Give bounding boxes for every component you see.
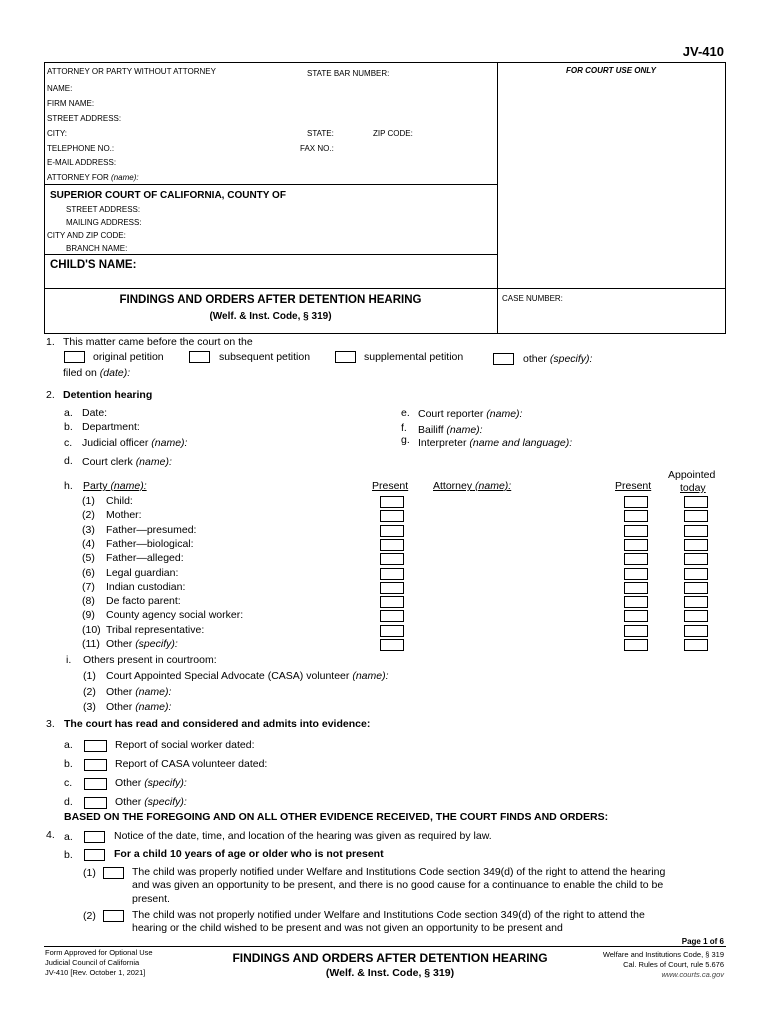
s4a-text: Notice of the date, time, and location of the hearing was given as required by law. (114, 830, 492, 842)
mailing-label: MAILING ADDRESS: (66, 218, 142, 227)
present-checkbox[interactable] (380, 610, 404, 622)
page-number: Page 1 of 6 (681, 937, 724, 946)
childs-name-label: CHILD'S NAME: (50, 259, 137, 271)
other-row-number: (1) (83, 670, 96, 682)
evidence-letter: a. (64, 739, 73, 751)
party-row-label: De facto parent: (106, 595, 181, 608)
supplemental-petition-label: supplemental petition (364, 351, 464, 363)
party-row-label: Tribal representative: (106, 623, 205, 636)
s4b2-checkbox[interactable] (103, 910, 124, 922)
s4b1-num: (1) (83, 867, 96, 879)
other-petition-label: other (specify): (523, 353, 593, 365)
party-row-label: Father—presumed: (106, 523, 197, 536)
zip-label: ZIP CODE: (373, 129, 413, 138)
party-row-number: (8) (82, 595, 95, 608)
footer-title: FINDINGS AND ORDERS AFTER DETENTION HEARING (232, 951, 548, 965)
s2d-label: Court clerk (name): (82, 456, 172, 468)
form-title: FINDINGS AND ORDERS AFTER DETENTION HEARING (119, 294, 422, 306)
present-checkbox[interactable] (380, 639, 404, 651)
s3-num: 3. (46, 718, 55, 730)
evidence-checkbox[interactable] (84, 797, 107, 809)
email-label: E-MAIL ADDRESS: (47, 158, 117, 167)
party-row-number: (10) (82, 623, 101, 636)
evidence-letter: d. (64, 796, 73, 808)
case-number-label: CASE NUMBER: (502, 294, 563, 303)
s4b2-num: (2) (83, 910, 96, 922)
evidence-label: Report of CASA volunteer dated: (115, 758, 268, 770)
appointed-today-checkbox[interactable] (684, 539, 708, 551)
party-name-header: Party (name): (83, 480, 147, 492)
state-label: STATE: (307, 129, 334, 138)
party-row-label: Father—alleged: (106, 552, 184, 565)
present-checkbox[interactable] (380, 539, 404, 551)
court-street-label: STREET ADDRESS: (66, 205, 141, 214)
attorney-label: ATTORNEY OR PARTY WITHOUT ATTORNEY (47, 67, 216, 76)
s2d-letter: d. (64, 455, 73, 467)
s3-title: The court has read and considered and admits into evidence: (64, 718, 371, 730)
appointed-today-checkbox[interactable] (684, 496, 708, 508)
present-checkbox[interactable] (380, 553, 404, 565)
today-header: today (680, 482, 706, 494)
s2c-letter: c. (64, 437, 73, 449)
party-row-number: (2) (82, 509, 95, 522)
appointed-today-checkbox[interactable] (684, 625, 708, 637)
present-checkbox[interactable] (380, 496, 404, 508)
attorney-present-checkbox[interactable] (624, 539, 648, 551)
party-row-number: (3) (82, 523, 95, 536)
evidence-checkbox[interactable] (84, 740, 107, 752)
other-petition-checkbox[interactable] (493, 353, 514, 365)
appointed-today-checkbox[interactable] (684, 568, 708, 580)
appointed-today-checkbox[interactable] (684, 582, 708, 594)
based-heading: BASED ON THE FOREGOING AND ON ALL OTHER EVIDENCE RECEIVED, THE COURT FINDS AND ORDERS: (64, 811, 609, 823)
s4b1-line1: The child was properly notified under Welfare and Institutions Code section 349(d) of the right to attend the hearing (132, 866, 666, 878)
evidence-letter: b. (64, 758, 73, 770)
present-checkbox[interactable] (380, 625, 404, 637)
s2a-letter: a. (64, 407, 73, 419)
present-checkbox[interactable] (380, 525, 404, 537)
attorney-present-checkbox[interactable] (624, 525, 648, 537)
s2g-label: Interpreter (name and language): (418, 437, 573, 449)
party-row-label: Legal guardian: (106, 566, 179, 579)
court-name-label: SUPERIOR COURT OF CALIFORNIA, COUNTY OF (50, 190, 286, 201)
footer-rule (44, 946, 726, 947)
court-use-label: FOR COURT USE ONLY (566, 66, 656, 75)
attorney-for-label: ATTORNEY FOR (name): (47, 173, 139, 182)
other-row-number: (3) (83, 701, 96, 713)
s2-title: Detention hearing (63, 389, 153, 401)
s4b1-line3: present. (132, 893, 170, 905)
subsequent-petition-checkbox[interactable] (189, 351, 210, 363)
party-row-label: Indian custodian: (106, 580, 186, 593)
s1-text: This matter came before the court on the (63, 336, 253, 348)
s4b-letter: b. (64, 849, 73, 861)
s2f-letter: f. (401, 422, 407, 434)
appointed-header: Appointed (668, 469, 716, 481)
s2i-letter: i. (66, 654, 72, 666)
s4b-text: For a child 10 years of age or older who is not present (114, 848, 384, 860)
s4b1-line2: and was given an opportunity to be present, and there is no good cause for a continuance to enable the child to be (132, 879, 664, 891)
s2a-label: Date: (82, 407, 108, 419)
attorney-present-checkbox[interactable] (624, 596, 648, 608)
s4b2-line2: hearing or the child wished to be present and was not given an opportunity to be present and (132, 922, 563, 934)
supplemental-petition-checkbox[interactable] (335, 351, 356, 363)
attorney-present-checkbox[interactable] (624, 582, 648, 594)
party-row-label: County agency social worker: (106, 609, 244, 622)
party-row-number: (9) (82, 609, 95, 622)
s4b-checkbox[interactable] (84, 849, 105, 861)
city-label: CITY: (47, 129, 68, 138)
filed-on-label: filed on (date): (63, 367, 131, 379)
appointed-today-checkbox[interactable] (684, 525, 708, 537)
party-row-label: Father—biological: (106, 537, 194, 550)
s2b-letter: b. (64, 421, 73, 433)
attorney-present-checkbox[interactable] (624, 610, 648, 622)
footer-left: Form Approved for Optional Use Judicial Council of California JV-410 [Rev. October 1, 2021] (45, 948, 153, 977)
evidence-label: Other (specify): (115, 796, 187, 808)
appointed-today-checkbox[interactable] (684, 610, 708, 622)
branch-label: BRANCH NAME: (66, 244, 128, 253)
evidence-checkbox[interactable] (84, 759, 107, 771)
present-checkbox[interactable] (380, 568, 404, 580)
s2i-label: Others present in courtroom: (83, 654, 217, 666)
original-petition-label: original petition (93, 351, 164, 363)
s2f-label: Bailiff (name): (418, 424, 483, 436)
party-row-number: (5) (82, 552, 95, 565)
street-label: STREET ADDRESS: (47, 114, 122, 123)
s2g-letter: g. (401, 434, 410, 446)
name-label: NAME: (47, 84, 73, 93)
party-row-label: Mother: (106, 509, 142, 522)
appointed-today-checkbox[interactable] (684, 596, 708, 608)
footer-right: Welfare and Institutions Code, § 319 Cal. Rules of Court, rule 5.676 www.courts.ca.gov (602, 950, 724, 979)
present-checkbox[interactable] (380, 582, 404, 594)
subsequent-petition-label: subsequent petition (219, 351, 311, 363)
present-checkbox[interactable] (380, 510, 404, 522)
evidence-letter: c. (64, 777, 73, 789)
attorney-present-checkbox[interactable] (624, 568, 648, 580)
other-row-label: Court Appointed Special Advocate (CASA) volunteer (name): (106, 670, 389, 682)
attorney-present-checkbox[interactable] (624, 639, 648, 651)
evidence-label: Other (specify): (115, 777, 187, 789)
form-code: (Welf. & Inst. Code, § 319) (209, 311, 332, 322)
phone-label: TELEPHONE NO.: (47, 144, 115, 153)
attorney-name-header: Attorney (name): (433, 480, 512, 492)
city-zip-label: CITY AND ZIP CODE: (47, 231, 126, 240)
attorney-present-checkbox[interactable] (624, 625, 648, 637)
present-checkbox[interactable] (380, 596, 404, 608)
party-row-label: Other (specify): (106, 638, 178, 650)
original-petition-checkbox[interactable] (64, 351, 85, 363)
appointed-today-checkbox[interactable] (684, 553, 708, 565)
party-row-number: (7) (82, 580, 95, 593)
other-row-label: Other (name): (106, 701, 172, 713)
fax-label: FAX NO.: (300, 144, 334, 153)
form-id: JV-410 (682, 44, 724, 59)
s4b1-checkbox[interactable] (103, 867, 124, 879)
s2e-letter: e. (401, 407, 410, 419)
s2-num: 2. (46, 389, 55, 401)
s1-num: 1. (46, 336, 55, 348)
present2-header: Present (615, 480, 652, 492)
party-row-label: Child: (106, 495, 133, 507)
attorney-present-checkbox[interactable] (624, 553, 648, 565)
s2b-label: Department: (82, 421, 140, 433)
s2h-letter: h. (64, 480, 73, 492)
state-bar-label: STATE BAR NUMBER: (307, 69, 390, 78)
present-header: Present (372, 480, 409, 492)
attorney-present-checkbox[interactable] (624, 496, 648, 508)
evidence-label: Report of social worker dated: (115, 739, 255, 751)
footer-code: (Welf. & Inst. Code, § 319) (325, 967, 455, 979)
party-row-number: (11) (82, 638, 100, 650)
party-row-number: (6) (82, 566, 95, 579)
s2e-label: Court reporter (name): (418, 408, 523, 420)
s4-num: 4. (46, 829, 55, 841)
s2c-label: Judicial officer (name): (82, 437, 188, 449)
appointed-today-checkbox[interactable] (684, 639, 708, 651)
s4b2-line1: The child was not properly notified under Welfare and Institutions Code section 349(d) of the right to attend the (132, 909, 645, 921)
other-row-number: (2) (83, 685, 96, 698)
party-row-number: (4) (82, 537, 95, 550)
s4a-letter: a. (64, 831, 73, 843)
firm-label: FIRM NAME: (47, 99, 95, 108)
attorney-present-checkbox[interactable] (624, 510, 648, 522)
appointed-today-checkbox[interactable] (684, 510, 708, 522)
party-row-number: (1) (82, 495, 95, 507)
s4a-checkbox[interactable] (84, 831, 105, 843)
evidence-checkbox[interactable] (84, 778, 107, 790)
other-row-label: Other (name): (106, 685, 172, 698)
